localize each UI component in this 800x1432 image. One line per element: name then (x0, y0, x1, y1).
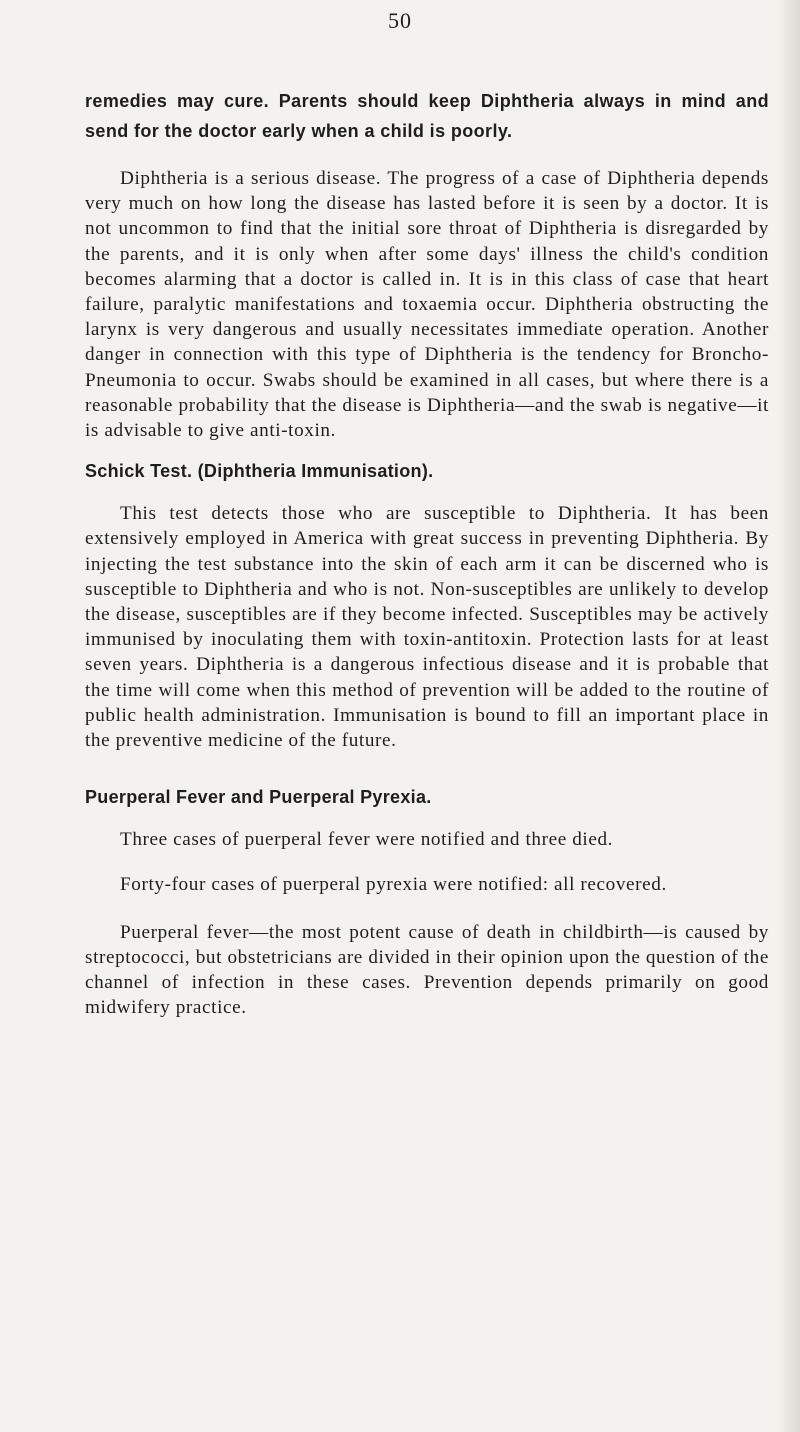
puerperal-pyrexia-cases-paragraph: Forty-four cases of puerperal pyrexia were notified: all recovered. (120, 874, 667, 896)
schick-test-heading: Schick Test. (Diphtheria Immunisation). (85, 461, 434, 482)
schick-test-paragraph: This test detects those who are susceptible to Diphtheria. It has been extensively employed in America with great success in preventing Diphtheria. By injecting the test substance into the skin of each arm it can be discerned who is susceptible to Diphtheria and who is not. Non-susceptibles are unlikely to develop the disease, susceptibles are if they become infected. Susceptibles may be actively immunised by inoculating them with toxin-antitoxin. Protection lasts for at least seven years. Diphtheria is a dangerous infectious disease and it is probable that the time will come when this method of prevention will be added to the routine of public health administration. Immunisation is bound to fill an important place in the preventive medicine of the future. (85, 503, 769, 752)
page-number: 50 (388, 8, 412, 33)
puerperal-heading: Puerperal Fever and Puerperal Pyrexia. (85, 787, 432, 808)
puerperal-cause-paragraph: Puerperal fever—the most potent cause of death in childbirth—is caused by streptococci, but obstetricians are divided in their opinion upon the question of the channel of infection in these cases. Prevention depends primarily on good midwifery practice. (85, 921, 769, 1019)
puerperal-fever-cases-paragraph: Three cases of puerperal fever were notified and three died. (120, 829, 614, 851)
diphtheria-paragraph: Diphtheria is a serious disease. The progress of a case of Diphtheria depends very much on how long the disease has lasted before it is seen by a doctor. It is not uncommon to find that the initial sore throat of Diphtheria is disregarded by the parents, and it is only when after some days' illness the child's condition becomes alarming that a doctor is called in. It is in this class of case that heart failure, paralytic manifestations and toxaemia occur. Diphtheria obstructing the larynx is very dangerous and usually necessitates immediate operation. Another danger in connection with this type of Diphtheria is the tendency for Broncho-Pneumonia to occur. Swabs should be examined in all cases, but where there is a reasonable probability that the disease is Diphtheria—and the swab is negative—it is advisable to give anti-toxin. (85, 168, 769, 442)
intro-paragraph: remedies may cure. Parents should keep Diphtheria always in mind and send for the doctor early when a child is poorly. (85, 91, 769, 141)
page-edge-shadow (778, 0, 800, 1432)
page-content (85, 86, 769, 1020)
